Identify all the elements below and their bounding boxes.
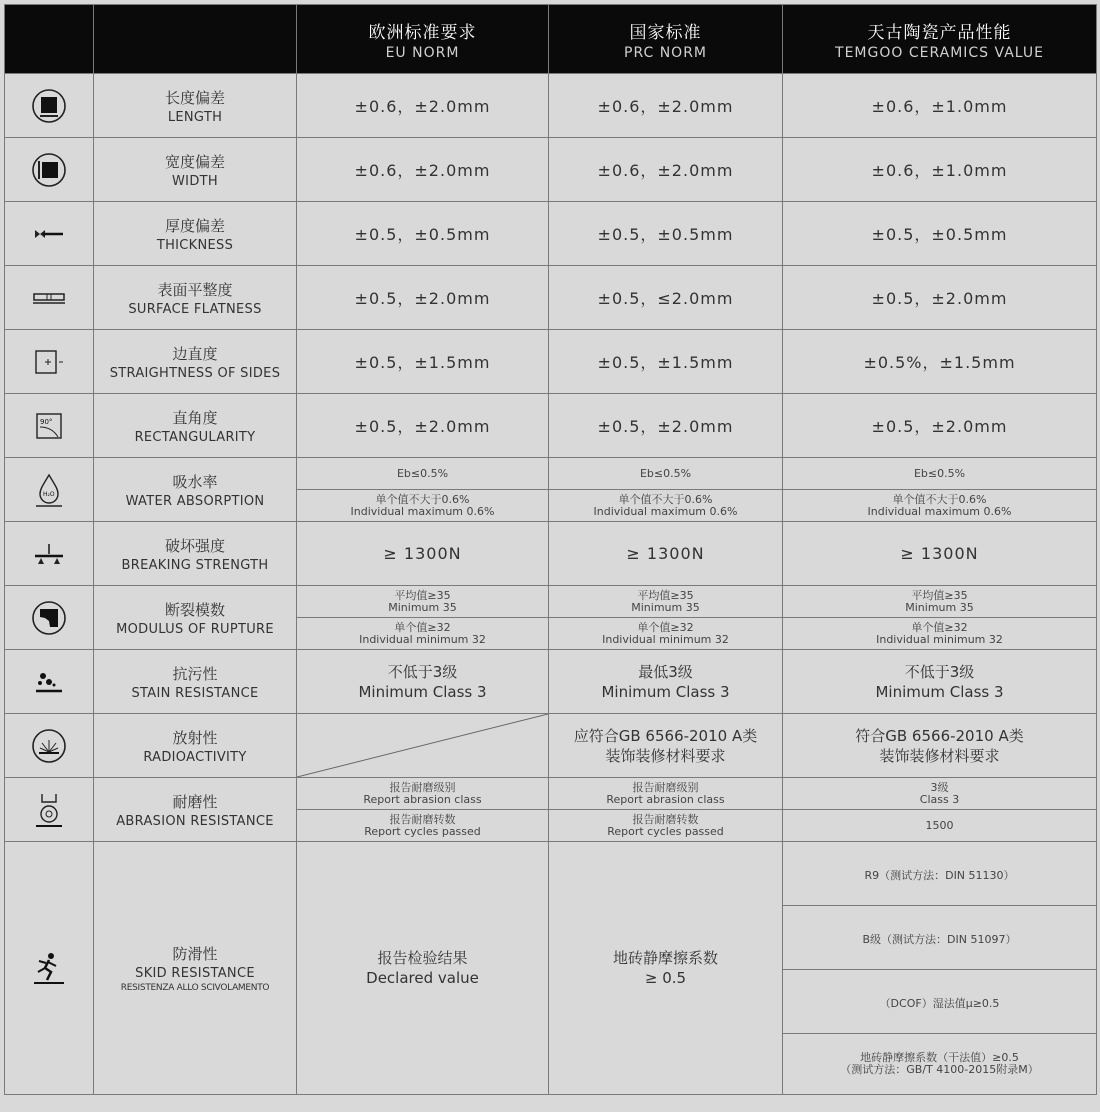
- row-water-1: [5, 458, 1097, 490]
- rectangularity-prc: ±0.5，±2.0mm: [549, 394, 783, 458]
- header-property-cell: [94, 5, 297, 74]
- skid-eu: 报告检验结果 Declared value: [297, 842, 549, 1095]
- property-length: 长度偏差 LENGTH: [94, 74, 297, 138]
- row-rectangularity: [5, 394, 1097, 458]
- header-temgoo-en: TEMGOO CERAMICS VALUE: [835, 44, 1044, 61]
- row-flatness: [5, 266, 1097, 330]
- breaking-prc: ≥ 1300N: [549, 522, 783, 586]
- property-abrasion: 耐磨性 ABRASION RESISTANCE: [94, 778, 297, 842]
- row-abrasion-1: [5, 778, 1097, 810]
- water-drop-icon: [33, 472, 65, 508]
- flatness-temgoo: ±0.5，±2.0mm: [783, 266, 1097, 330]
- property-straightness: 边直度 STRAIGHTNESS OF SIDES: [94, 330, 297, 394]
- radio-prc: 应符合GB 6566-2010 A类 装饰装修材料要求: [549, 714, 783, 778]
- length-prc: ±0.6，±2.0mm: [549, 74, 783, 138]
- straightness-icon: [31, 346, 67, 378]
- property-thickness: 厚度偏差 THICKNESS: [94, 202, 297, 266]
- row-straightness: [5, 330, 1097, 394]
- skid-prc: 地砖静摩擦系数 ≥ 0.5: [549, 842, 783, 1095]
- water-temgoo-1: Eb≤0.5%: [783, 458, 1097, 490]
- abrasion-temgoo-1: 3级 Class 3: [783, 778, 1097, 810]
- thickness-eu: ±0.5，±0.5mm: [297, 202, 549, 266]
- row-stain: [5, 650, 1097, 714]
- header-prc: [549, 5, 783, 74]
- radio-temgoo: 符合GB 6566-2010 A类 装饰装修材料要求: [783, 714, 1097, 778]
- property-radio: 放射性 RADIOACTIVITY: [94, 714, 297, 778]
- abrasion-eu-2: 报告耐磨转数 Report cycles passed: [297, 810, 549, 842]
- property-stain: 抗污性 STAIN RESISTANCE: [94, 650, 297, 714]
- length-temgoo: ±0.6，±1.0mm: [783, 74, 1097, 138]
- property-breaking: 破坏强度 BREAKING STRENGTH: [94, 522, 297, 586]
- water-temgoo-2: 单个值不大于0.6% Individual maximum 0.6%: [783, 490, 1097, 522]
- stain-eu: 不低于3级 Minimum Class 3: [297, 650, 549, 714]
- thickness-icon: [31, 224, 67, 244]
- svg-text:90°: 90°: [40, 417, 53, 426]
- radio-eu-empty: [297, 714, 549, 778]
- force-icon: [31, 540, 67, 568]
- width-prc: ±0.6，±2.0mm: [549, 138, 783, 202]
- property-flatness: 表面平整度 SURFACE FLATNESS: [94, 266, 297, 330]
- stain-temgoo: 不低于3级 Minimum Class 3: [783, 650, 1097, 714]
- row-breaking: [5, 522, 1097, 586]
- level-icon: [31, 290, 67, 306]
- modulus-temgoo-2: 单个值≥32 Individual minimum 32: [783, 618, 1097, 650]
- radiation-icon: [31, 728, 67, 764]
- skid-temgoo-3: （DCOF）湿法值μ≥0.5: [783, 970, 1097, 1034]
- abrasion-icon: [33, 790, 65, 830]
- header-row: [5, 5, 1097, 74]
- header-eu: [297, 5, 549, 74]
- row-skid-1: [5, 842, 1097, 906]
- rectangularity-eu: ±0.5，±2.0mm: [297, 394, 549, 458]
- header-prc-en: PRC NORM: [624, 44, 707, 61]
- modulus-prc-2: 单个值≥32 Individual minimum 32: [549, 618, 783, 650]
- stain-icon: [33, 668, 65, 696]
- abrasion-prc-2: 报告耐磨转数 Report cycles passed: [549, 810, 783, 842]
- row-modulus-1: [5, 586, 1097, 618]
- width-temgoo: ±0.6，±1.0mm: [783, 138, 1097, 202]
- flatness-eu: ±0.5，±2.0mm: [297, 266, 549, 330]
- property-skid: 防滑性 SKID RESISTANCE RESISTENZA ALLO SCIVOLAMENTO: [94, 842, 297, 1095]
- property-water: 吸水率 WATER ABSORPTION: [94, 458, 297, 522]
- modulus-eu-2: 单个值≥32 Individual minimum 32: [297, 618, 549, 650]
- modulus-temgoo-1: 平均值≥35 Minimum 35: [783, 586, 1097, 618]
- rectangularity-temgoo: ±0.5，±2.0mm: [783, 394, 1097, 458]
- spec-table: [4, 4, 1097, 1095]
- thickness-temgoo: ±0.5，±0.5mm: [783, 202, 1097, 266]
- water-prc-1: Eb≤0.5%: [549, 458, 783, 490]
- right-angle-icon: [34, 411, 64, 441]
- header-eu-en: EU NORM: [385, 44, 460, 61]
- row-thickness: [5, 202, 1097, 266]
- breaking-temgoo: ≥ 1300N: [783, 522, 1097, 586]
- property-modulus: 断裂模数 MODULUS OF RUPTURE: [94, 586, 297, 650]
- broken-tile-icon: [31, 600, 67, 636]
- property-width: 宽度偏差 WIDTH: [94, 138, 297, 202]
- abrasion-temgoo-2: 1500: [783, 810, 1097, 842]
- straightness-temgoo: ±0.5%，±1.5mm: [783, 330, 1097, 394]
- header-temgoo-cn: 天古陶瓷产品性能: [867, 22, 1012, 43]
- header-icon-cell: [5, 5, 94, 74]
- skid-temgoo-1: R9（测试方法：DIN 51130）: [783, 842, 1097, 906]
- abrasion-prc-1: 报告耐磨级别 Report abrasion class: [549, 778, 783, 810]
- straightness-eu: ±0.5，±1.5mm: [297, 330, 549, 394]
- thickness-prc: ±0.5，±0.5mm: [549, 202, 783, 266]
- modulus-prc-1: 平均值≥35 Minimum 35: [549, 586, 783, 618]
- slip-icon: [31, 950, 67, 986]
- row-length: [5, 74, 1097, 138]
- stain-prc: 最低3级 Minimum Class 3: [549, 650, 783, 714]
- row-width: [5, 138, 1097, 202]
- water-eu-1: Eb≤0.5%: [297, 458, 549, 490]
- water-eu-2: 单个值不大于0.6% Individual maximum 0.6%: [297, 490, 549, 522]
- header-eu-cn: 欧洲标准要求: [368, 22, 477, 43]
- header-temgoo: [783, 5, 1097, 74]
- length-eu: ±0.6，±2.0mm: [297, 74, 549, 138]
- diagonal-line: [297, 714, 548, 777]
- flatness-prc: ±0.5，≤2.0mm: [549, 266, 783, 330]
- svg-text:H₂O: H₂O: [43, 490, 55, 498]
- row-radio: [5, 714, 1097, 778]
- breaking-eu: ≥ 1300N: [297, 522, 549, 586]
- header-prc-cn: 国家标准: [629, 22, 702, 43]
- width-eu: ±0.6，±2.0mm: [297, 138, 549, 202]
- skid-temgoo-4: 地砖静摩擦系数（干法值）≥0.5 （测试方法：GB/T 4100-2015附录M）: [783, 1034, 1097, 1095]
- square-icon: [31, 88, 67, 124]
- skid-temgoo-2: B级（测试方法：DIN 51097）: [783, 906, 1097, 970]
- abrasion-eu-1: 报告耐磨级别 Report abrasion class: [297, 778, 549, 810]
- property-rectangularity: 直角度 RECTANGULARITY: [94, 394, 297, 458]
- modulus-eu-1: 平均值≥35 Minimum 35: [297, 586, 549, 618]
- square-icon: [31, 152, 67, 188]
- water-prc-2: 单个值不大于0.6% Individual maximum 0.6%: [549, 490, 783, 522]
- straightness-prc: ±0.5，±1.5mm: [549, 330, 783, 394]
